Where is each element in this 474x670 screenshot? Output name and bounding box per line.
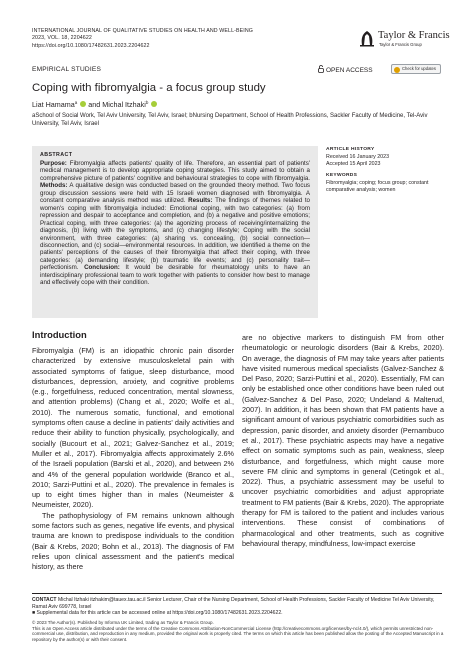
abstract-purpose-label: Purpose: — [40, 160, 67, 167]
open-lock-icon — [318, 65, 324, 73]
check-updates-icon — [394, 67, 400, 73]
journal-doi-link[interactable]: https://doi.org/10.1080/17482631.2023.2204622 — [32, 42, 150, 49]
abstract-purpose: Fibromyalgia affects patients' quality of life. Therefore, an essential part of patients' medical management is to develop appropriate coping strategies. This study aimed to obtain a comprehensive picture of patients' cognitive and behavioural strategies to cope with fibromyalgia. — [40, 160, 310, 182]
footer-contact — [32, 597, 444, 617]
abstract-heading: ABSTRACT — [40, 152, 73, 158]
license-text: This is an Open Access article distributed under the terms of the Creative Commons Attribution-NonCommercial License (http://creativecommons.org/licenses/by-nc/4.0/), which permits unrestricted non-commercial use, distribution, and reproduction in any medium, provided the original work is properly cited. The terms on which this article has been published allow the posting of the Accepted Manuscript in a repository by the author(s) or with their consent. — [32, 625, 444, 643]
paragraph: Fibromyalgia (FM) is an idiopathic chronic pain disorder characterized by extensive musculoskeletal pain with associated symptoms of fatigue, sleep disturbance, mood disturbances, depression, anxiety, and cognitive problems (e.g., forgetfulness, reduced concentration, mental slowness, and attention problems) (Chang et al., 2020; Wolfe et al., 2010). The numerous somatic, functional, and emotional symptoms often cause a decline in patients' daily activities and reduce their ability to function physically, psychologically, and socially (Bucourt et al., 2021; Galvez-Sanchez et al., 2019; Muller et al., 2017). Fibromyalgia affects approximately 2.6% of the Israeli population (Barski et al., 2020), and between 2% and 4% of the general population worldwide (Branco et al., 2010; Sarzi-Puttini et al., 2020). The prevalence in females is up to eight times higher than in males (Neumeister & Neumeister, 2020). — [32, 346, 234, 510]
paragraph: are no objective markers to distinguish FM from other rheumatologic or neurologic disorders (Bair & Krebs, 2020). On average, the diagnosis of FM may take years after patients have visited numerous medical specialists (Galvez-Sanchez & Del Paso, 2020; Sarzi-Puttini et al., 2020). Essentially, FM can only be established once other conditions have been ruled out (Galvez-Sanchez & Del Paso, 2020; Undeland & Malterud, 2007). In addition, it has been shown that FM patients have a significant amount of various psychiatric comorbidities such as depression, panic disorder, and anxiety disorder (Pernambuco et al., 2017). These psychiatric aspects may have a negative effect on somatic symptoms such as pain, weakness, sleep disturbance, and forgetfulness, which might cause more severe FM clinic and symptoms in general (Cetingok et al., 2022). Thus, a psychiatric assessment may be useful to uncover psychiatric comorbidities and adjust appropriate treatment to FM patients (Bair & Krebs, 2020). The appropriate therapy for FM is tailored to the patient and includes various interventions. These consist of combinations of pharmacological and other treatments, such as cognitive behavioural therapy, mindfulness, low-impact exercise — [242, 333, 444, 548]
abstract-methods-label: Methods: — [40, 182, 68, 190]
orcid-icon[interactable] — [151, 101, 157, 107]
supplemental-icon: ■ — [32, 610, 36, 617]
keywords: Fibromyalgia; coping; focus group; constant comparative analysis; women — [326, 179, 429, 193]
journal-volume: 2023, VOL. 18, 2204622 — [32, 35, 92, 42]
footer-divider — [32, 593, 442, 594]
affiliations: aSchool of Social Work, Tel Aviv University, Tel Aviv, Israel; bNursing Department, School of Health Professions, Sackler Faculty of Medicine, Tel-Aviv University, Tel Aviv, Israel — [32, 113, 428, 127]
footer-legal — [32, 620, 444, 643]
abstract-conclusion: It would be desirable for rheumatology units to have an interdisciplinary professional team to work together with patients to consider how best to manage and effectively cope with their condition. — [40, 264, 310, 287]
body-column-left — [32, 346, 234, 573]
journal-name: INTERNATIONAL JOURNAL OF QUALITATIVE STUDIES ON HEALTH AND WELL-BEING — [32, 28, 253, 34]
abstract-results: The findings of themes related to women's coping with fibromyalgia included: Emotional coping, with two categories: (a) from repression and despair to acceptance and completion, and (b) a negative and positive emotions; Practical coping, with three categories: (a) the agonizing process of receiving/internalizing the diagnosis, (b) living with the symptoms, and (c) changing lifestyle; Coping with the social environment, with three categories: (a) sharing vs. concealing, (b) social connection—disconnection, and (c) social—environmental resources. In addition, we identified a theme on the patients' perceptions of the causes of their fibromyalgia that affect their coping, with three categories: (a) demanding lifestyle; (b) traumatic life events; and (c) personality trait—perfectionism. — [40, 197, 310, 272]
author-affil-marker: b — [145, 100, 149, 105]
check-updates-button[interactable] — [391, 64, 441, 74]
received-date: Received 16 January 2023 — [326, 153, 390, 160]
section-heading-introduction: Introduction — [32, 329, 87, 340]
body-column-right — [242, 333, 444, 549]
orcid-icon[interactable] — [80, 101, 86, 107]
accepted-date: Accepted 15 April 2023 — [326, 160, 381, 167]
author-list — [32, 100, 157, 109]
abstract-results-label: Results: — [188, 197, 213, 205]
copyright: © 2023 The Author(s). Published by Informa UK Limited, trading as Taylor & Francis Group. — [32, 620, 214, 625]
abstract-conclusion-label: Conclusion: — [84, 264, 120, 272]
abstract-text — [40, 160, 310, 287]
publisher-group: Taylor & Francis Group — [379, 42, 422, 47]
abstract-methods: A qualitative design was conducted based on the grounded theory method. Two focus group discussion sessions were held with 15 Israeli women diagnosed with fibromyalgia. A constant comparative analysis method was utilized. — [40, 182, 310, 205]
paragraph: The pathophysiology of FM remains unknown although some factors such as genes, negative life events, and physical trauma are known to predispose individuals to the condition (Bair & Krebs, 2020; Bohn et al., 2013). The diagnosis of FM relies upon clinical assessment and the patient's medical history, as there — [32, 510, 234, 572]
section-label: EMPIRICAL STUDIES — [32, 66, 102, 73]
author-conjunction: and — [88, 100, 101, 109]
publisher-logo — [358, 30, 450, 50]
open-access-badge — [318, 65, 373, 74]
contact-label: CONTACT — [32, 597, 57, 603]
journal-header — [32, 28, 322, 50]
keywords-heading: KEYWORDS — [326, 172, 358, 178]
open-access-label: OPEN ACCESS — [326, 67, 373, 74]
history-heading: ARTICLE HISTORY — [326, 147, 375, 152]
publisher-name: Taylor & Francis — [378, 30, 450, 41]
check-updates-label: Check for updates — [402, 66, 436, 71]
author-affil-marker: a — [74, 100, 78, 105]
author-name[interactable]: Michal Itzhaki — [102, 100, 146, 109]
supplemental-text: Supplemental data for this article can be accessed online at https://doi.org/10.1080/17482631.2023.2204622. — [35, 610, 283, 617]
article-history — [326, 147, 446, 193]
publisher-logo-icon — [358, 30, 376, 48]
author-name[interactable]: Liat Hamama — [32, 100, 75, 109]
abstract-box — [32, 146, 318, 318]
contact-text: Michal Itzhaki itzhakim@tauex.tau.ac.il Senior Lecturer, Chair of the Nursing Department, School of Health Professions, Sackler Faculty of Medicine Tel Aviv University, Ramat Aviv 699778, Israel — [32, 597, 435, 610]
article-title: Coping with fibromyalgia - a focus group study — [32, 82, 266, 94]
